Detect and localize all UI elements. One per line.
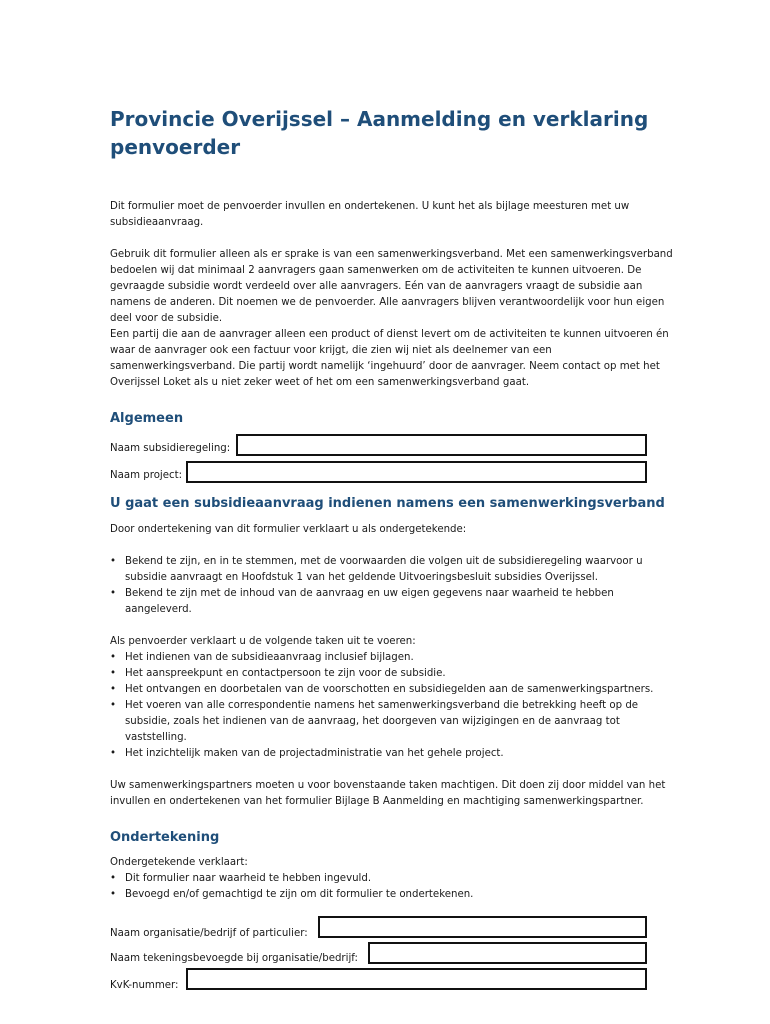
label-subsidieregeling: Naam subsidieregeling: — [110, 443, 231, 454]
list-item: • Bekend te zijn, en in te stemmen, met de voorwaarden die volgen uit de subsidieregeling waarvoor u subsidie aanvraagt en Hoofdstuk 1 van het geldende Uitvoeringsbesluit subsidies Overijssel. — [110, 554, 680, 586]
list-item: • Het inzichtelijk maken van de projectadministratie van het gehele project. — [110, 746, 680, 762]
label-organisatie: Naam organisatie/bedrijf of particulier: — [110, 928, 308, 939]
document-page — [110, 105, 680, 994]
list-item: • Bekend te zijn met de inhoud van de aanvraag en uw eigen gegevens naar waarheid te hebben aangeleverd. — [110, 586, 680, 618]
section-heading-ondertekening: Ondertekening — [110, 830, 220, 845]
list-item: • Dit formulier naar waarheid te hebben ingevuld. — [110, 871, 680, 887]
tasks-intro: Als penvoerder verklaart u de volgende taken uit te voeren: — [110, 636, 416, 647]
intro-paragraph-2: Gebruik dit formulier alleen als er sprake is van een samenwerkingsverband. Met een samenwerkingsverband bedoelen wij dat minimaal 2 aanvragers gaan samenwerken om de activiteiten te kunnen uitvoeren. De gevraagde subsidie wordt verdeeld over alle aanvragers. Eén van de aanvragers vraagt de subsidie aan namens de anderen. Dit noemen we de penvoerder. Alle aanvragers blijven verantwoordelijk voor hun eigen deel voor de subsidie. — [110, 249, 673, 324]
section-heading-algemeen: Algemeen — [110, 411, 184, 426]
organisatie-input[interactable] — [318, 916, 647, 938]
field-row-kvk — [110, 968, 680, 994]
label-kvk: KvK-nummer: — [110, 980, 179, 991]
closing-paragraph: Uw samenwerkingspartners moeten u voor bovenstaande taken machtigen. Dit doen zij door middel van het invullen en ondertekenen van het formulier Bijlage B Aanmelding en machtiging samenwerkingspartner. — [110, 780, 666, 807]
list-item: • Het ontvangen en doorbetalen van de voorschotten en subsidiegelden aan de samenwerkingspartners. — [110, 682, 680, 698]
page-title: Provincie Overijssel – Aanmelding en verklaring penvoerder — [110, 107, 649, 159]
label-project: Naam project: — [110, 470, 183, 481]
intro-paragraph-3: Een partij die aan de aanvrager alleen een product of dienst levert om de activiteiten te kunnen uitvoeren én waar de aanvrager ook een factuur voor krijgt, die zien wij niet als deelnemer van een samenwerkingsverband. Die partij wordt namelijk ‘ingehuurd’ door de aanvrager. Neem contact op met het Overijssel Loket als u niet zeker weet of het om een samenwerkingsverband gaat. — [110, 329, 669, 388]
ondertekening-intro: Ondergetekende verklaart: — [110, 857, 248, 868]
list-item: • Het voeren van alle correspondentie namens het samenwerkingsverband die betrekking heeft op de subsidie, zoals het indienen van de aanvraag, het doorgeven van wijzigingen en de aanvraag tot vaststelling. — [110, 698, 680, 746]
subsidieregeling-input[interactable] — [236, 434, 647, 456]
field-row-project — [110, 461, 680, 487]
ondertekening-list — [110, 871, 680, 903]
intro-paragraph-1: Dit formulier moet de penvoerder invullen en ondertekenen. U kunt het als bijlage meesturen met uw subsidieaanvraag. — [110, 201, 630, 228]
declaration-list — [110, 554, 680, 618]
kvk-input[interactable] — [186, 968, 647, 990]
list-item: • Bevoegd en/of gemachtigd te zijn om dit formulier te ondertekenen. — [110, 887, 680, 903]
label-tekeningsbevoegde: Naam tekeningsbevoegde bij organisatie/bedrijf: — [110, 953, 358, 964]
section-heading-samenwerkingsverband: U gaat een subsidieaanvraag indienen namens een samenwerkingsverband — [110, 496, 665, 511]
field-row-organisatie — [110, 916, 680, 942]
tekeningsbevoegde-input[interactable] — [368, 942, 647, 964]
list-item: • Het aanspreekpunt en contactpersoon te zijn voor de subsidie. — [110, 666, 680, 682]
project-input[interactable] — [186, 461, 647, 483]
field-row-subsidieregeling — [110, 434, 680, 460]
field-row-tekeningsbevoegde — [110, 942, 680, 968]
tasks-list — [110, 650, 680, 762]
list-item: • Het indienen van de subsidieaanvraag inclusief bijlagen. — [110, 650, 680, 666]
namens-intro: Door ondertekening van dit formulier verklaart u als ondergetekende: — [110, 524, 467, 535]
